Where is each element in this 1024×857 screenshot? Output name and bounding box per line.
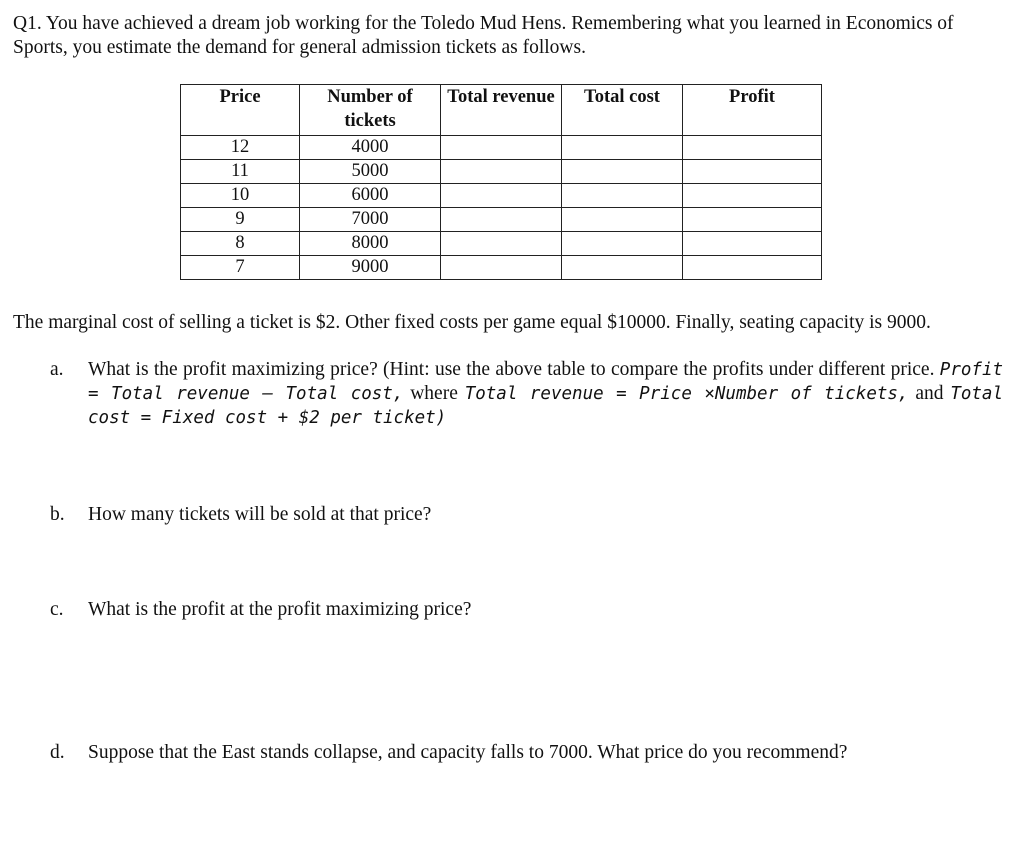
table-header-row	[181, 85, 822, 136]
cell-total-revenue[interactable]	[441, 160, 562, 184]
question-letter: b.	[50, 504, 65, 525]
question-text: How many tickets will be sold at that price?	[88, 504, 432, 525]
cell-total-cost[interactable]	[562, 208, 683, 232]
cell-price: 7	[181, 256, 300, 280]
question-d	[13, 741, 1003, 765]
cell-tickets: 7000	[300, 208, 441, 232]
question-text: What is the profit maximizing price? (Hint: use the above table to compare the profits under different price.	[88, 359, 935, 380]
cell-profit[interactable]	[683, 160, 822, 184]
revenue-formula: Total revenue = Price ×Number of tickets,	[464, 384, 909, 404]
table-row	[181, 232, 822, 256]
question-text: Suppose that the East stands collapse, and capacity falls to 7000. What price do you recommend?	[88, 742, 848, 763]
cell-total-cost[interactable]	[562, 256, 683, 280]
question-letter: c.	[50, 599, 64, 620]
profit-formula: Profit = Total revenue – Total cost,	[88, 360, 1004, 404]
question-letter: a.	[50, 359, 64, 380]
header-total-revenue: Total revenue	[441, 85, 562, 136]
cell-total-cost[interactable]	[562, 184, 683, 208]
cell-total-cost[interactable]	[562, 136, 683, 160]
table-row	[181, 136, 822, 160]
question-c	[13, 598, 1003, 622]
cell-total-revenue[interactable]	[441, 136, 562, 160]
word-where: where	[410, 383, 458, 404]
cell-profit[interactable]	[683, 208, 822, 232]
question-b	[13, 503, 1003, 527]
cell-total-revenue[interactable]	[441, 208, 562, 232]
cell-total-revenue[interactable]	[441, 184, 562, 208]
cell-total-cost[interactable]	[562, 160, 683, 184]
cell-tickets: 6000	[300, 184, 441, 208]
cell-price: 10	[181, 184, 300, 208]
cell-tickets: 8000	[300, 232, 441, 256]
demand-table	[180, 84, 822, 280]
cell-price: 11	[181, 160, 300, 184]
cell-tickets: 4000	[300, 136, 441, 160]
cost-note: The marginal cost of selling a ticket is $2. Other fixed costs per game equal $10000. Finally, seating capacity is 9000.	[13, 312, 931, 333]
word-and: and	[915, 383, 944, 404]
cell-price: 9	[181, 208, 300, 232]
table-row	[181, 184, 822, 208]
header-total-cost: Total cost	[562, 85, 683, 136]
cell-profit[interactable]	[683, 232, 822, 256]
question-text: What is the profit at the profit maximizing price?	[88, 599, 472, 620]
question-letter: d.	[50, 742, 65, 763]
cell-total-revenue[interactable]	[441, 256, 562, 280]
cell-profit[interactable]	[683, 136, 822, 160]
question-body	[88, 358, 1003, 430]
question-a	[13, 358, 1003, 430]
header-number-of-tickets: Number of tickets	[300, 85, 441, 136]
question-intro: Q1. You have achieved a dream job working for the Toledo Mud Hens. Remembering what you learned in Economics of Sports, you estimate the demand for general admission tickets as follows.	[13, 13, 954, 58]
cell-price: 12	[181, 136, 300, 160]
cell-total-revenue[interactable]	[441, 232, 562, 256]
cell-total-cost[interactable]	[562, 232, 683, 256]
table-row	[181, 208, 822, 232]
cell-profit[interactable]	[683, 256, 822, 280]
cell-profit[interactable]	[683, 184, 822, 208]
cell-tickets: 5000	[300, 160, 441, 184]
cell-tickets: 9000	[300, 256, 441, 280]
header-price: Price	[181, 85, 300, 136]
header-profit: Profit	[683, 85, 822, 136]
table-row	[181, 256, 822, 280]
table-row	[181, 160, 822, 184]
cost-formula: Total cost = Fixed cost + $2 per ticket)	[88, 384, 1003, 428]
cell-price: 8	[181, 232, 300, 256]
